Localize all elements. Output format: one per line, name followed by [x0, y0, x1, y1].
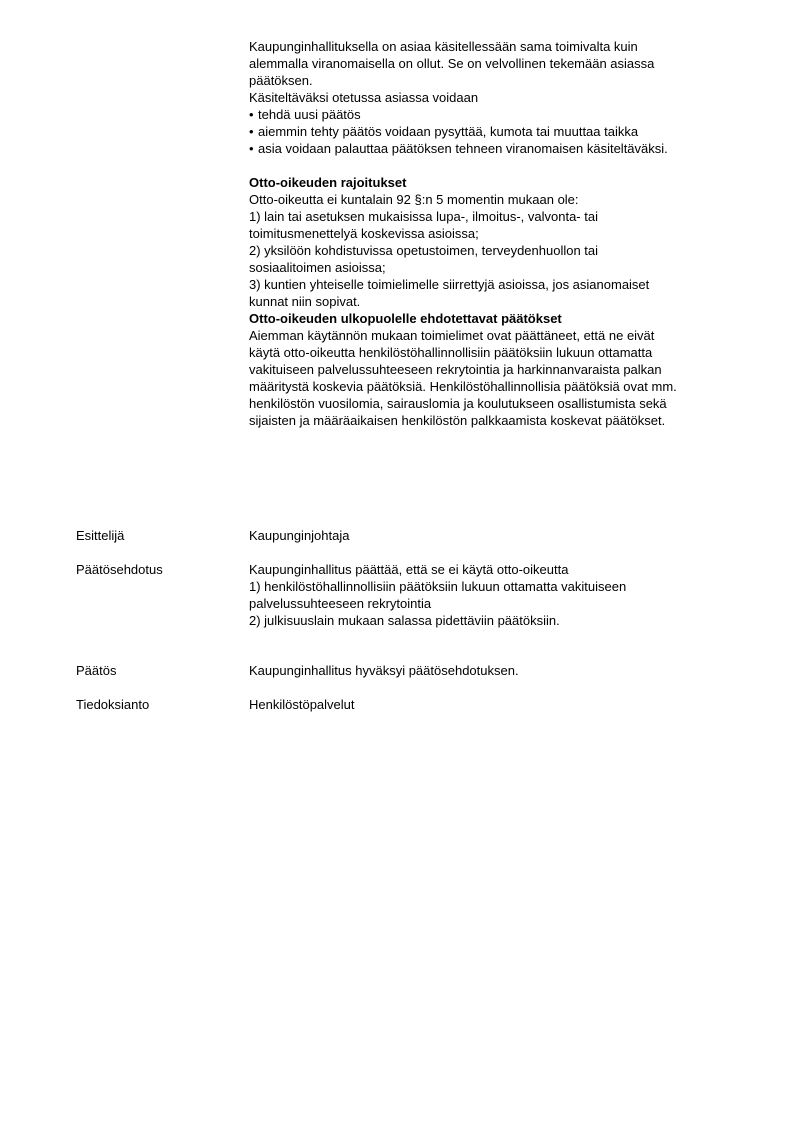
- presenter-value: Kaupunginjohtaja: [249, 528, 350, 543]
- notification-value: Henkilöstöpalvelut: [249, 697, 355, 712]
- notification-row: [76, 696, 756, 713]
- text-line: 2) yksilöön kohdistuvissa opetustoimen, terveydenhuollon tai: [249, 243, 599, 258]
- text-line: käytä otto-oikeutta henkilöstöhallinnollisiin päätöksiin lukuun ottamatta: [249, 345, 653, 360]
- proposal-value: [249, 561, 756, 629]
- text-line: 2) julkisuuslain mukaan salassa pidettäviin päätöksiin.: [249, 613, 560, 628]
- proposal-label: Päätösehdotus: [76, 562, 163, 577]
- excluded-heading: Otto-oikeuden ulkopuolelle ehdotettavat päätökset: [249, 311, 562, 326]
- body-text: [249, 38, 749, 429]
- text-line: alemmalla viranomaisella on ollut. Se on velvollinen tekemään asiassa: [249, 56, 655, 71]
- presenter-label: Esittelijä: [76, 528, 125, 543]
- limitations-heading: Otto-oikeuden rajoitukset: [249, 175, 407, 190]
- text-line: sijaisten ja määräaikaisen henkilöstön palkkaamista koskevat päätökset.: [249, 413, 666, 428]
- notification-label: Tiedoksianto: [76, 697, 150, 712]
- text-line: sosiaalitoimen asioissa;: [249, 260, 386, 275]
- limitations-paragraph: [249, 191, 749, 310]
- text-line: 3) kuntien yhteiselle toimielimelle siirrettyjä asioissa, jos asianomaiset: [249, 277, 650, 292]
- resolution-value: Kaupunginhallitus hyväksyi päätösehdotuksen.: [249, 663, 519, 678]
- decision-section: [76, 527, 756, 713]
- resolution-row: [76, 662, 756, 679]
- bullet-item: • tehdä uusi päätös: [249, 106, 749, 123]
- text-line: Kaupunginhallitus päättää, että se ei käytä otto-oikeutta: [249, 562, 569, 577]
- text-line: määritystä koskevia päätöksiä. Henkilöstöhallinnollisia päätöksiä ovat mm.: [249, 379, 677, 394]
- text-line: kunnat niin sopivat.: [249, 294, 361, 309]
- text-line: palvelussuhteeseen rekrytointia: [249, 596, 432, 611]
- text-line: Aiemman käytännön mukaan toimielimet ovat päättäneet, että ne eivät: [249, 328, 655, 343]
- proposal-row: [76, 561, 756, 629]
- processing-lead: Käsiteltäväksi otetussa asiassa voidaan: [249, 90, 479, 105]
- text-line: toimitusmenettelyä koskevissa asioissa;: [249, 226, 479, 241]
- presenter-row: [76, 527, 756, 544]
- intro-paragraph: [249, 38, 749, 89]
- text-line: 1) lain tai asetuksen mukaisissa lupa-, ilmoitus-, valvonta- tai: [249, 209, 598, 224]
- excluded-paragraph: [249, 327, 749, 429]
- text-line: 1) henkilöstöhallinnollisiin päätöksiin lukuun ottamatta vakituiseen: [249, 579, 627, 594]
- text-line: Otto-oikeutta ei kuntalain 92 §:n 5 momentin mukaan ole:: [249, 192, 579, 207]
- text-line: päätöksen.: [249, 73, 313, 88]
- processing-paragraph: [249, 89, 749, 157]
- text-line: henkilöstön vuosilomia, sairauslomia ja koulutukseen osallistumista sekä: [249, 396, 667, 411]
- bullet-item: • aiemmin tehty päätös voidaan pysyttää, kumota tai muuttaa taikka: [249, 123, 749, 140]
- text-line: Kaupunginhallituksella on asiaa käsitellessään sama toimivalta kuin: [249, 39, 638, 54]
- bullet-item: • asia voidaan palauttaa päätöksen tehneen viranomaisen käsiteltäväksi.: [249, 140, 749, 157]
- resolution-label: Päätös: [76, 663, 117, 678]
- text-line: vakituiseen palvelussuhteeseen rekrytointia ja harkinnanvaraista palkan: [249, 362, 662, 377]
